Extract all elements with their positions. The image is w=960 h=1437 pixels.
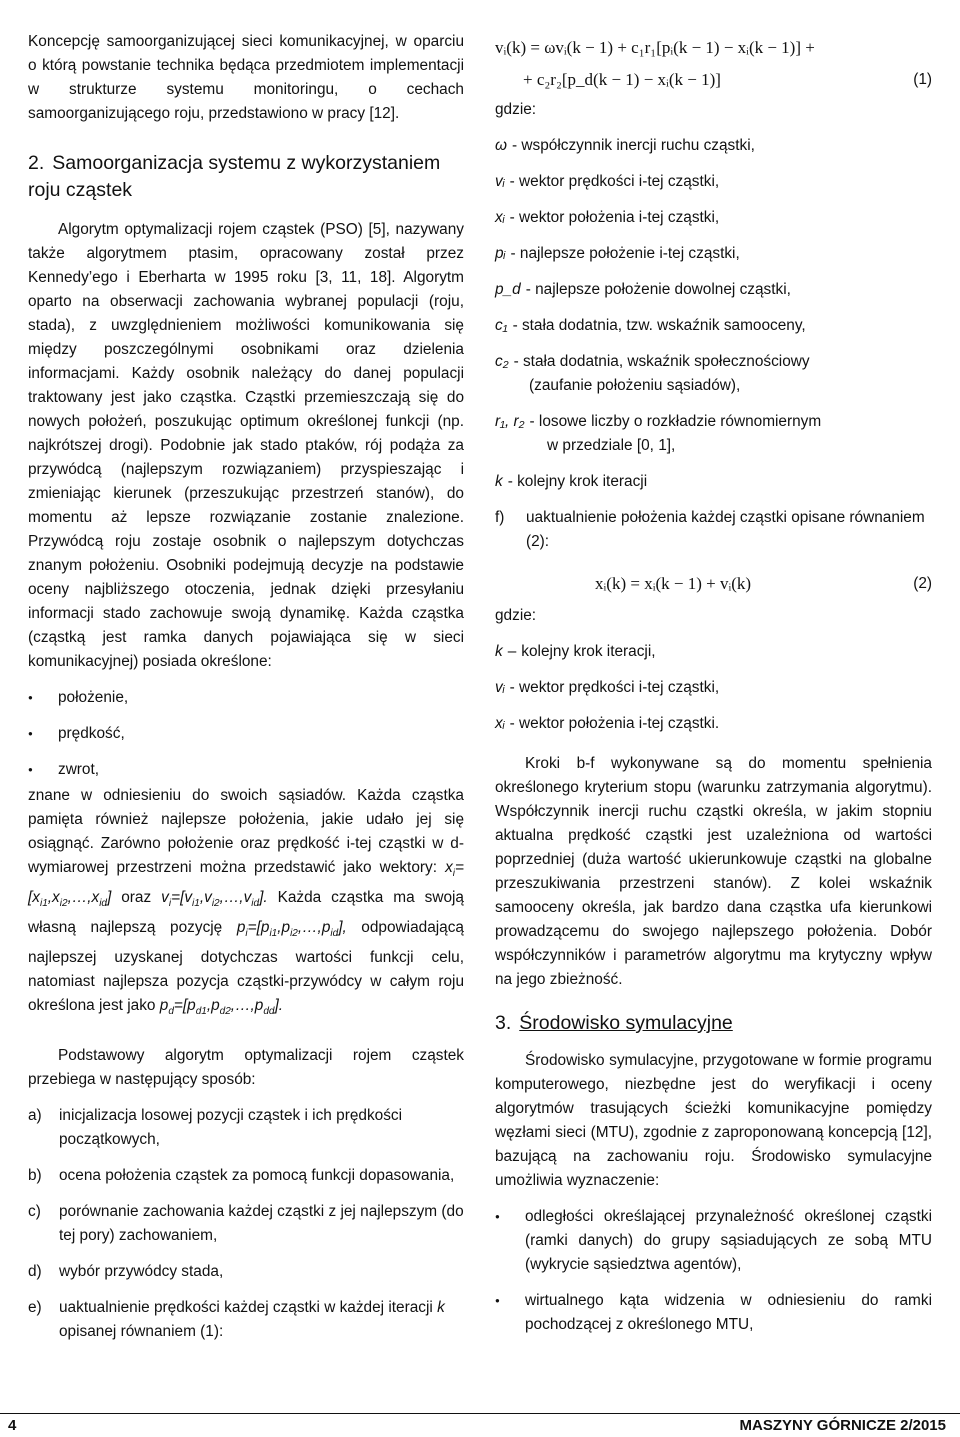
definition-row: k – kolejny krok iteracji, [495,643,656,660]
left-column [28,30,464,1344]
section-3-heading [495,1010,932,1037]
definition-row: vᵢ - wektor prędkości i-tej cząstki, [495,173,720,190]
list-item: a) inicjalizacja losowej pozycji cząstek i ich prędkości początkowych, [28,1107,403,1149]
equation-2: xᵢ(k) = xᵢ(k − 1) + vᵢ(k) (2) [495,568,932,598]
vectors-paragraph: znane w odniesieniu do swoich sąsiadów. Każda cząstka pamięta również najlepsze położenia, jakie udało jej się osiągnąć. Zarówno położenie oraz prędkość i-tej cząstki w d-wymiarowej przestrzeni można przedstawić jako wektory: $x_i=[x_{i1},x_{i2},\dots,x_{id}]$ oraz $v_i=[v_{i1},v_{i2},\dots,v_{id}]$. Każda cząstka ma swoją własną najlepszą pozycję $p_i=[p_{i1},p_{i2},\dots,p_{id}]$, odpowiadającą najlepszej uzyskanej dotychczas wartości funkcji celu, natomiast najlepsza pozycja cząstki-przywódcy w całym roju określona jest jako $p_d=[p_{d1},p_{d2},\dots,p_{dd}]$. [28,787,464,1018]
definition-row: xᵢ - wektor położenia i-tej cząstki. [495,715,720,732]
list-item: ● odległości określającej przynależność określonej cząstki (ramki danych) do grupy sąsiadujących ze sobą MTU (wykrycie sąsiedztwa agentów), [495,1205,932,1277]
section-2-number: 2. [28,152,45,174]
journal-name: MASZYNY GÓRNICZE 2/2015 [739,1417,946,1434]
intro-paragraph: Koncepcję samoorganizującej sieci komunikacyjnej, w oparciu o którą powstanie technika będąca przedmiotem implementacji w strukturze systemu monitoringu, o cechach samoorganizującego roju, przedstawiono w pracy [12]. [28,33,464,122]
equation-1-definitions [495,98,932,494]
equation-2-definitions [495,604,932,736]
pso-paragraph: Algorytm optymalizacji rojem cząstek (PSO) [5], nazywany także algorytmem ptasim, opracowany został przez Kennedy’ego i Eberharta w 1995 roku [3, 11, 18]. Algorytm oparto na obserwacji zachowania wybranej populacji (roju, stada), z uwzględnieniem możliwości komunikowania się między poszczególnymi osobnikami oraz dzielenia informacjami. Każdy osobnik należący do danej populacji traktowany jest jako cząstka. Cząstki przemieszczają się do nowych położeń, poszukując optimum określonej funkcji (np. najkrótszej drogi). Podobnie jak stado ptaków, rój podąża za przywódcą (najlepszym rozwiązaniem) przyspieszając i zmieniając kierunek (przeszukując przestrzeń stanów), do momentu aż lepsze rozwiązanie zostanie znalezione. Przywódcą roju zostaje osobnik o najlepszym dotychczas znanym położeniu. Osobniki podejmują decyzje na podstawie oceny najbliższego otoczenia, jednak dzięki przesyłaniu informacji stado zachowuje swoją dynamikę. Każda cząstka (cząstką jest ramka danych pojawiająca się w sieci komunikacyjnej) posiada określone: [28,221,464,670]
page-footer [0,1413,960,1437]
list-item: c) porównanie zachowania każdej cząstki z jej najlepszym (do tej pory) zachowaniem, [28,1203,464,1245]
list-item: ● zwrot, [28,758,464,782]
algorithm-steps-list [28,1104,464,1344]
list-item: f) uaktualnienie położenia każdej cząstki opisane równaniem (2): [495,509,925,550]
list-item: e) uaktualnienie prędkości każdej cząstki w każdej iteracji k opisanej równaniem (1): [28,1299,445,1341]
list-item: ● wirtualnego kąta widzenia w odniesieniu do ramki pochodzącej z określonego MTU, [495,1289,932,1337]
list-item: b) ocena położenia cząstek za pomocą funkcji dopasowania, [28,1167,455,1185]
definition-row: c₂ - stała dodatnia, wskaźnik społecznościowy (zaufanie położeniu sąsiadów), [495,353,810,394]
page-number: 4 [8,1417,17,1434]
right-column [495,32,932,1337]
list-item: ● prędkość, [28,722,464,746]
section-3-title: Środowisko symulacyjne [519,1012,733,1034]
steps-summary-paragraph: Kroki b-f wykonywane są do momentu spełnienia określonego kryterium stopu (warunku zatrzymania algorytmu). Współczynnik inercji ruchu cząstki określa, w jakim stopniu aktualna prędkość cząstki jest uzależniona od wartości poprzedniej (duża wartość ukierunkowuje cząstki na globalne przeszukiwania przestrzeni stanów). Z kolei wskaźnik samooceny określa, jak bardzo dana cząstka ufa kierunkowi prowadzącemu do swojego najlepszego położenia. Dobór współczynników i parametrów algorytmu ma krytyczny wpływ na jego zbieżność. [495,755,932,988]
section-3-number: 3. [495,1012,512,1034]
equation-1-line-2: + c₂r₂[p_d(k − 1) − xᵢ(k − 1)] (1) [495,64,932,96]
list-item: ● położenie, [28,686,464,710]
definition-row: k - kolejny krok iteracji [495,473,648,490]
definition-row: vᵢ - wektor prędkości i-tej cząstki, [495,679,720,696]
equation-1-line-1: vᵢ(k) = ωvᵢ(k − 1) + c₁r₁[pᵢ(k − 1) − xᵢ(k − 1)] + [495,38,815,57]
definition-row: r₁, r₂ - losowe liczby o rozkładzie równomiernym w przedziale [0, 1], [495,413,822,454]
definition-row: pᵢ - najlepsze położenie i-tej cząstki, [495,245,740,262]
algorithm-intro-paragraph: Podstawowy algorytm optymalizacji rojem cząstek przebiega w następujący sposób: [28,1047,464,1089]
definition-row: p_d - najlepsze położenie dowolnej cząstki, [495,281,791,298]
simulation-capabilities-list [495,1205,932,1337]
particle-properties-list [28,686,464,782]
equation-1-number: (1) [913,71,932,88]
section-2-title: Samoorganizacja systemu z wykorzystaniem roju cząstek [28,152,441,201]
simulation-paragraph: Środowisko symulacyjne, przygotowane w formie programu komputerowego, niezbędne jest do weryfikacji i oceny algorytmów trasujących ścieżki komunikacyjne pomiędzy węzłami sieci (MTU), zgodnie z zaproponowaną koncepcją [12], bazującą na zachowaniu roju. Środowisko symulacyjne umożliwia wyznaczenie: [495,1052,932,1189]
algorithm-step-f [495,506,932,554]
where-label: gdzie: [495,607,537,624]
definition-row: xᵢ - wektor położenia i-tej cząstki, [495,209,720,226]
section-2-heading [28,150,464,204]
equation-2-number: (2) [913,575,932,592]
where-label: gdzie: [495,101,537,118]
list-item: d) wybór przywódcy stada, [28,1263,224,1281]
definition-row: c₁ - stała dodatnia, tzw. wskaźnik samooceny, [495,317,806,334]
definition-row: ω - współczynnik inercji ruchu cząstki, [495,137,755,154]
